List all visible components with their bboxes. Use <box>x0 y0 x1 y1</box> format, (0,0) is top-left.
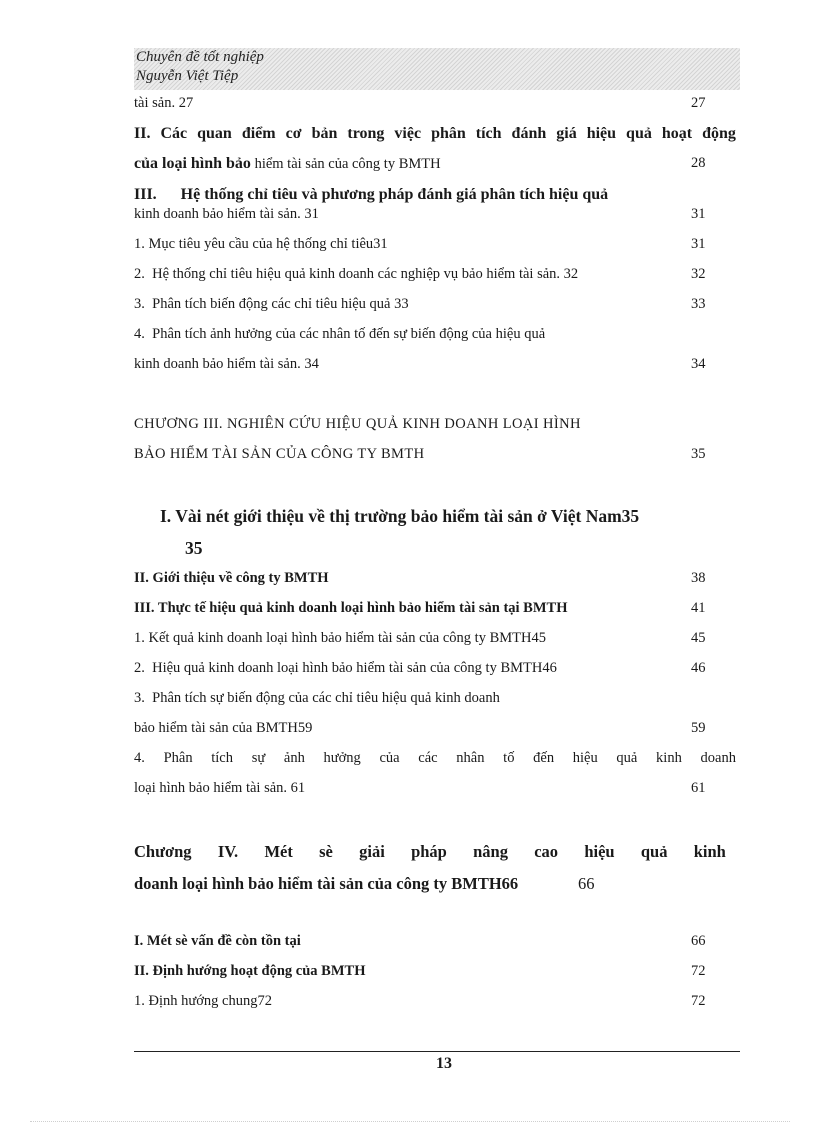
word: kinh <box>656 750 682 766</box>
toc-entry-page: 66 <box>691 933 706 949</box>
toc-chapter-line1: CHƯƠNG III. NGHIÊN CỨU HIỆU QUẢ KINH DOANH LOẠI HÌNH <box>134 416 581 432</box>
word: hoạt <box>661 125 693 142</box>
word: kinh <box>693 842 726 861</box>
word: hiệu <box>586 125 617 142</box>
toc-entry-page: 27 <box>691 95 706 111</box>
header-author: Nguyễn Việt Tiệp <box>136 68 239 84</box>
footer-divider <box>134 1051 740 1052</box>
word: bản <box>311 125 338 142</box>
toc-section-major-text: I. Vài nét giới thiệu về thị trường bảo hiểm tài sản ở Việt Nam35 <box>160 506 640 526</box>
toc-entry-page: 28 <box>691 155 706 171</box>
toc-entry-page: 61 <box>691 780 706 796</box>
word: trong <box>347 125 385 142</box>
word: đến <box>533 750 555 766</box>
toc-entry-text-bold-part: của loại hình bảo <box>134 155 251 172</box>
toc-entry-page: 31 <box>691 236 706 252</box>
word: Các <box>160 125 188 142</box>
toc-entry-text-line1 <box>134 125 736 143</box>
toc-entry-text-line2: kinh doanh bảo hiểm tài sản. 31 <box>134 206 319 222</box>
word: pháp <box>411 842 447 861</box>
toc-entry-text: 1. Kết quả kinh doanh loại hình bảo hiểm tài sản của công ty BMTH45 <box>134 630 546 646</box>
word: nâng <box>473 842 508 861</box>
word: đánh <box>511 125 547 142</box>
word: giải <box>359 842 385 861</box>
toc-entry-text: III. Thực tế hiệu quả kinh doanh loại hình bảo hiểm tài sản tại BMTH <box>134 600 568 616</box>
word: doanh <box>700 750 736 766</box>
toc-entry-text-line1 <box>134 750 736 767</box>
word: quả <box>640 842 668 861</box>
toc-entry-page: 45 <box>691 630 706 646</box>
word: động <box>702 125 736 142</box>
word: Mét <box>264 842 293 861</box>
word: cơ <box>285 125 302 142</box>
word: tố <box>503 750 515 766</box>
word: cao <box>534 842 559 861</box>
toc-entry-page: 38 <box>691 570 706 586</box>
toc-chapter-line2: BẢO HIỂM TÀI SẢN CỦA CÔNG TY BMTH <box>134 446 425 462</box>
toc-entry-page: 33 <box>691 296 706 312</box>
toc-entry-text-line2 <box>134 155 441 173</box>
page-edge-dotted-line <box>30 1121 790 1122</box>
toc-entry-text-line1: III. Hệ thống chỉ tiêu và phương pháp đánh giá phân tích hiệu quả <box>134 186 609 203</box>
toc-entry-text: I. Mét sè vấn đề còn tồn tại <box>134 933 301 949</box>
word: ảnh <box>283 750 305 766</box>
word: phân <box>431 125 466 142</box>
toc-entry-text: 2. Hiệu quả kinh doanh loại hình bảo hiểm tài sản của công ty BMTH46 <box>134 660 557 676</box>
toc-entry-page: 32 <box>691 266 706 282</box>
word: tích <box>475 125 502 142</box>
toc-entry-page: 66 <box>578 874 595 893</box>
toc-entry-page: 72 <box>691 993 706 1009</box>
word: việc <box>394 125 422 142</box>
header-document-type: Chuyên đề tốt nghiệp <box>136 49 264 65</box>
word: quan <box>197 125 232 142</box>
toc-entry-text-line2: loại hình bảo hiểm tài sản. 61 <box>134 780 306 796</box>
word: hiệu <box>572 750 598 766</box>
word: hưởng <box>323 750 361 766</box>
word: II. <box>134 125 151 142</box>
word: Phân <box>163 750 193 766</box>
toc-entry-page: 59 <box>691 720 706 736</box>
toc-entry-text: 3. Phân tích biến động các chỉ tiêu hiệu quả 33 <box>134 296 409 312</box>
word: Chương <box>134 842 192 861</box>
toc-entry-page: 31 <box>691 206 706 222</box>
toc-entry-text-line1: 3. Phân tích sự biến động của các chỉ tiêu hiệu quả kinh doanh <box>134 690 500 706</box>
word: nhân <box>456 750 485 766</box>
toc-entry-text: II. Định hướng hoạt động của BMTH <box>134 963 366 979</box>
toc-entry-page: 72 <box>691 963 706 979</box>
word: các <box>418 750 438 766</box>
word: của <box>379 750 400 766</box>
toc-entry-page: 46 <box>691 660 706 676</box>
toc-entry-text: 1. Định hướng chung72 <box>134 993 272 1009</box>
toc-chapter-line2: doanh loại hình bảo hiểm tài sản của công ty BMTH66 <box>134 874 519 893</box>
word: giá <box>556 125 577 142</box>
page-header <box>134 48 740 90</box>
toc-entry-text-line2: bảo hiểm tài sản của BMTH59 <box>134 720 313 736</box>
toc-entry-text-line1: 4. Phân tích ảnh hưởng của các nhân tố đến sự biến động của hiệu quả <box>134 326 546 342</box>
toc-entry-page: 34 <box>691 356 706 372</box>
word: tích <box>211 750 233 766</box>
word: IV. <box>217 842 239 861</box>
toc-entry-text-regular-part: hiểm tài sản của công ty BMTH <box>250 156 441 172</box>
toc-chapter-line1 <box>134 842 726 862</box>
toc-entry-text: 2. Hệ thống chỉ tiêu hiệu quả kinh doanh các nghiệp vụ bảo hiểm tài sản. 32 <box>134 266 579 282</box>
word: quả <box>626 125 652 142</box>
word: điểm <box>241 125 276 142</box>
page-number: 13 <box>436 1055 452 1072</box>
word: sự <box>251 750 266 766</box>
toc-section-major-page: 35 <box>185 538 203 558</box>
toc-entry-text: 1. Mục tiêu yêu cầu của hệ thống chỉ tiêu31 <box>134 236 388 252</box>
word: 4. <box>134 750 145 766</box>
toc-entry-text-line2: kinh doanh bảo hiểm tài sản. 34 <box>134 356 319 372</box>
toc-entry-text: II. Giới thiệu về công ty BMTH <box>134 570 329 586</box>
word: hiệu <box>584 842 615 861</box>
toc-entry-page: 35 <box>691 446 706 462</box>
word: quả <box>616 750 638 766</box>
toc-entry-page: 41 <box>691 600 706 616</box>
word: sè <box>319 842 333 861</box>
toc-entry-text: tài sản. 27 <box>134 95 194 111</box>
